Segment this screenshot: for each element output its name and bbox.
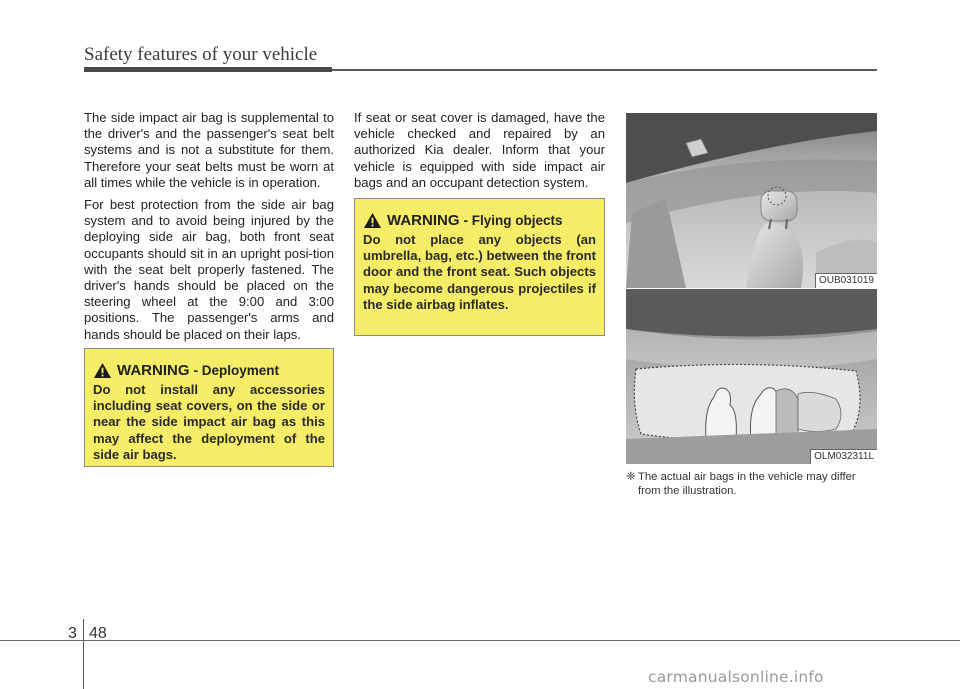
page-header-title: Safety features of your vehicle — [84, 44, 318, 65]
figure-curtain-airbag — [626, 289, 877, 464]
middle-column — [354, 110, 605, 197]
paragraph-seat-damaged: If seat or seat cover is damaged, have the vehicle checked and repaired by an authorized Kia dealer. Inform that your vehicle is equipped with side impact air bags and an occupant detection system. — [354, 110, 605, 190]
warning-triangle-icon — [93, 362, 112, 379]
page-number: 48 — [89, 625, 107, 642]
curtain-airbag-illustration — [626, 289, 877, 464]
paragraph-best-protection: For best protection from the side air bag system and to avoid being injured by the deploying side air bag, both front seat occupants should sit in an upright posi-tion with the seat belt properly fastened. The driver's hands should be placed on the steering wheel at the 9:00 and 3:00 positions. The passenger's arms and hands should be placed on their laps. — [84, 197, 334, 342]
warning-body: Do not place any objects (an umbrella, bag, etc.) between the front door and the front seat. Such objects may become dangerous projectiles if the side airbag inflates. — [363, 232, 596, 312]
left-column — [84, 110, 334, 349]
watermark-link[interactable]: carmanualsonline.info — [648, 668, 824, 686]
warning-word: WARNING — [117, 362, 190, 379]
warning-triangle-icon — [363, 212, 382, 229]
caption-line-1: The actual air bags in the vehicle may differ — [638, 471, 856, 483]
warning-box-flying-objects — [354, 198, 605, 336]
page-chapter-number: 3 — [68, 625, 77, 642]
warning-subtitle: - Deployment — [193, 363, 280, 378]
seat-airbag-illustration — [626, 113, 877, 288]
footer-horizontal-rule — [0, 640, 960, 641]
warning-heading — [363, 212, 604, 229]
caption-line-2: from the illustration. — [638, 485, 737, 497]
warning-word: WARNING — [387, 212, 460, 229]
note-mark-icon: ❈ — [626, 471, 636, 483]
warning-box-deployment — [84, 348, 334, 467]
warning-body: Do not install any accessories including seat covers, on the side or near the side impact air bag as this may affect the deployment of the side air bags. — [93, 382, 325, 462]
figure-code-label: OUB031019 — [815, 273, 877, 288]
figure-code-label: OLM032311L — [810, 449, 877, 464]
paragraph-side-airbag-supplemental: The side impact air bag is supplemental to the driver's and the passenger's seat belt systems and is not a substitute for them. Therefore your seat belts must be worn at all times while the vehicle is in operation. — [84, 110, 334, 190]
warning-subtitle: - Flying objects — [463, 213, 563, 228]
header-rule-accent — [84, 67, 332, 72]
footer-vertical-rule — [83, 619, 84, 689]
figure-side-airbag-seat — [626, 113, 877, 288]
figure-caption — [626, 470, 881, 498]
warning-heading — [93, 362, 333, 379]
